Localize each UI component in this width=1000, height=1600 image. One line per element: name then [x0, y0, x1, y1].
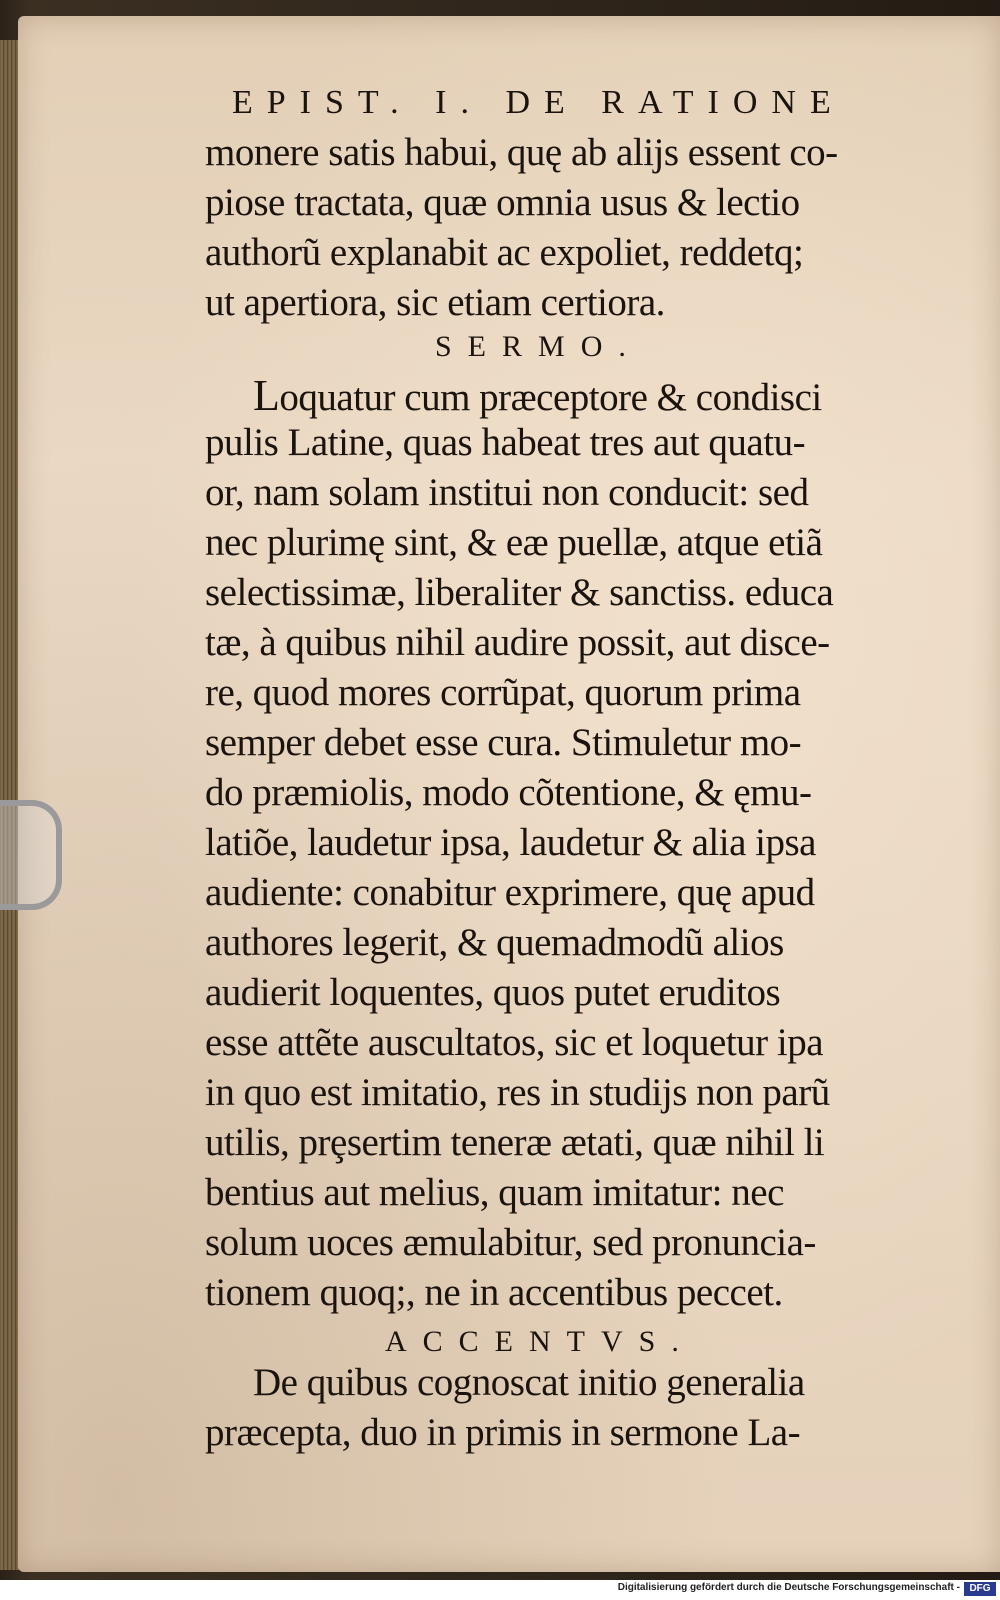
- section-heading-sermo: SERMO.: [435, 330, 642, 363]
- text-line: authores legerit, & quemadmodũ alios: [205, 921, 784, 964]
- text-line: præcepta, duo in primis in sermone La-: [205, 1411, 801, 1454]
- text-line-rest: oquatur cum præceptore & condisci: [279, 376, 822, 419]
- digitization-footer: [0, 1580, 1000, 1600]
- text-line: audiente: conabitur exprimere, quę apud: [205, 871, 815, 914]
- text-line: utilis, prȩsertim teneræ ætati, quæ nihil li: [205, 1121, 825, 1164]
- text-line: De quibus cognoscat initio generalia: [253, 1361, 805, 1404]
- footer-credit: Digitalisierung gefördert durch die Deutsche Forschungsgemeinschaft -: [617, 1582, 960, 1593]
- text-line: audierit loquentes, quos putet eruditos: [205, 971, 781, 1014]
- text-line: nec plurimę sint, & eæ puellæ, atque etiã: [205, 521, 823, 564]
- text-line: latiõe, laudetur ipsa, laudetur & alia ipsa: [205, 821, 816, 864]
- text-line: re, quod mores corrũpat, quorum prima: [205, 671, 801, 714]
- section-heading-accentus: ACCENTVS.: [385, 1325, 695, 1358]
- text-line: bentius aut melius, quam imitatur: nec: [205, 1171, 784, 1214]
- text-line: piose tractata, quæ omnia usus & lectio: [205, 181, 800, 224]
- text-line: authorũ explanabit ac expoliet, reddetq;: [205, 231, 804, 274]
- text-line: tionem quoq;, ne in accentibus peccet.: [205, 1271, 783, 1314]
- text-line: ut apertiora, sic etiam certiora.: [205, 281, 665, 324]
- text-line: or, nam solam institui non conducit: sed: [205, 471, 809, 514]
- dfg-logo: DFG: [964, 1582, 996, 1596]
- text-line: do præmiolis, modo cõtentione, & ęmu-: [205, 771, 812, 814]
- page-clip: [0, 800, 62, 910]
- text-line: semper debet esse cura. Stimuletur mo-: [205, 721, 802, 764]
- text-line: tæ, à quibus nihil audire possit, aut disce-: [205, 621, 830, 664]
- text-line: pulis Latine, quas habeat tres aut quatu-: [205, 421, 806, 464]
- text-line: selectissimæ, liberaliter & sanctiss. educa: [205, 571, 834, 614]
- text-line: solum uoces æmulabitur, sed pronuncia-: [205, 1221, 816, 1264]
- text-line-first: [253, 370, 822, 421]
- text-line: esse attẽte auscultatos, sic et loquetur ipa: [205, 1021, 824, 1064]
- text-line: monere satis habui, quę ab alijs essent co-: [205, 131, 838, 174]
- text-line: in quo est imitatio, res in studijs non parũ: [205, 1071, 830, 1114]
- initial-letter: L: [253, 371, 280, 420]
- running-head: EPIST. I. DE RATIONE: [232, 84, 845, 121]
